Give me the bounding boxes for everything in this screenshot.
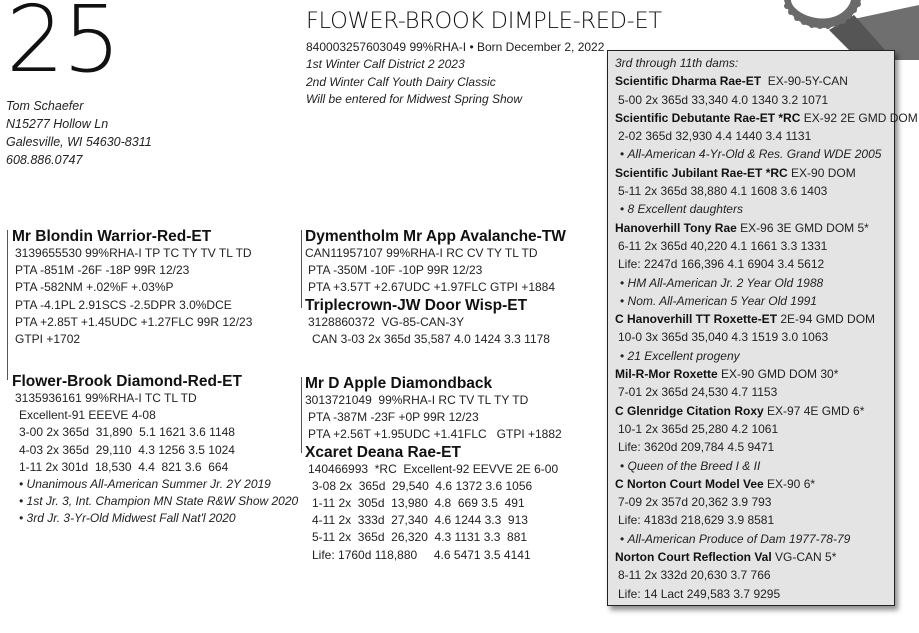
dam-entry-name: C Norton Court Model Vee xyxy=(615,476,764,491)
dam-entry-heading xyxy=(615,365,894,383)
dams-box-header: 3rd through 11th dams: xyxy=(615,56,739,70)
sires-dam-line: CAN 3-03 2x 365d 35,587 4.0 1424 3.3 1178 xyxy=(312,331,550,346)
dam-entry-heading xyxy=(615,109,918,127)
dam-name: Flower-Brook Diamond-Red-ET xyxy=(12,373,242,390)
bullet-icon: • xyxy=(620,531,628,546)
dam-entry-record: 5-11 2x 365d 38,880 4.1 1608 3.6 1403 xyxy=(618,184,828,199)
dam-line: 4-03 2x 365d 29,110 4.3 1256 3.5 1024 xyxy=(19,442,235,457)
extended-dams-box xyxy=(607,50,918,606)
dam-note: • 1st Jr. 3, Int. Champion MN State R&W Show 2020 xyxy=(19,494,299,509)
dam-entry-classification: EX-92 2E GMD DOM xyxy=(800,110,918,125)
honor-item: Will be entered for Midwest Spring Show xyxy=(306,92,522,106)
dam-entry-name: Scientific Dharma Rae-ET xyxy=(615,74,762,89)
dam-line: 3135936161 99%RHA-I TC TL TD xyxy=(15,391,197,405)
dams-dam-line: 1-11 2x 305d 13,980 4.8 669 3.5 491 xyxy=(312,496,525,511)
sire-line: GTPI +1702 xyxy=(15,332,81,347)
dam-entry-record: Life: 2247d 166,396 4.1 6904 3.4 5612 xyxy=(618,257,825,272)
bullet-icon: • xyxy=(620,202,628,217)
dam-entry-name: Hanoverhill Tony Rae xyxy=(615,220,737,235)
sire-dam-bracket xyxy=(7,230,8,380)
bullet-icon: • xyxy=(620,147,628,162)
dam-entry-classification: EX-90 6* xyxy=(763,476,816,491)
lot-number: 25 xyxy=(6,0,120,93)
dam-note: • 3rd Jr. 3-Yr-Old Midwest Fall Nat'l 2020 xyxy=(19,511,236,526)
sires-dam-name: Triplecrown-JW Door Wisp-ET xyxy=(305,296,528,314)
dam-entry-classification: EX-90 GMD DOM 30* xyxy=(717,367,839,382)
dam-entry-classification: VG-CAN 5* xyxy=(771,550,837,565)
dam-entry-note xyxy=(615,457,894,475)
dam-entry-record: Life: 4183d 218,629 3.9 8581 xyxy=(618,513,775,528)
sires-sire-name: Dymentholm Mr App Avalanche-TW xyxy=(305,228,566,245)
dams-dam-line: 140466993 *RC Excellent-92 EEVVE 2E 6-00 xyxy=(308,461,559,476)
dam-entry-record: 10-0 3x 365d 35,040 4.3 1519 3.0 1063 xyxy=(618,330,829,345)
sires-sire-line: PTA +3.57T +2.67UDC +1.97FLC GTPI +1884 xyxy=(308,280,556,295)
dams-box-entries xyxy=(615,72,918,603)
consignor-phone: 608.886.0747 xyxy=(6,153,83,167)
dams-dam-line: 3-08 2x 365d 29,540 4.6 1372 3.6 1056 xyxy=(312,478,533,493)
dams-parents-bracket xyxy=(301,377,302,453)
dam-entry-record: Life: 14 Lact 249,583 3.7 9295 xyxy=(618,586,781,601)
dams-dam-name: Xcaret Deana Rae-ET xyxy=(305,443,461,461)
dams-sire-line: 3013721049 99%RHA-I RC TV TL TY TD xyxy=(305,393,529,407)
consignor-name: Tom Schaefer xyxy=(6,99,84,113)
dam-entry-classification: EX-97 4E GMD 6* xyxy=(763,403,865,418)
dam-entry-classification: 2E-94 GMD DOM xyxy=(777,312,876,327)
dam-entry-record: 7-01 2x 365d 24,530 4.7 1153 xyxy=(618,385,778,400)
honor-item: 2nd Winter Calf Youth Dairy Classic xyxy=(306,74,496,89)
dam-entry-name: Scientific Debutante Rae-ET *RC xyxy=(615,110,801,125)
dam-entry-name: C Glenridge Citation Roxy xyxy=(615,403,764,418)
dam-block xyxy=(12,373,298,528)
dam-entry-record: Life: 3620d 209,784 4.5 9471 xyxy=(618,440,775,455)
dam-entry-note xyxy=(615,347,894,365)
bullet-icon: • xyxy=(620,275,628,290)
animal-honors xyxy=(306,56,522,109)
bullet-icon: • xyxy=(620,293,628,308)
sire-name: Mr Blondin Warrior-Red-ET xyxy=(12,228,212,245)
dam-entry-record: 7-09 2x 357d 20,362 3.9 793 xyxy=(618,495,772,510)
sires-parents-bracket xyxy=(301,230,302,308)
dam-entry-heading xyxy=(615,72,894,90)
dam-entry-name: C Hanoverhill TT Roxette-ET xyxy=(615,312,778,327)
dam-line: 3-00 2x 365d 31,890 5.1 1621 3.6 1148 xyxy=(19,425,235,440)
sire-line: PTA -582NM +.02%F +.03%P xyxy=(15,280,174,295)
dams-sire-line: PTA -387M -23F +0P 99R 12/23 xyxy=(308,410,479,425)
dam-entry-heading xyxy=(615,475,894,493)
dam-entry-record: 10-1 2x 365d 25,280 4.2 1061 xyxy=(618,421,779,436)
dam-entry-classification: EX-96 3E GMD DOM 5* xyxy=(736,220,869,235)
dam-entry-record: 6-11 2x 365d 40,220 4.1 1661 3.3 1331 xyxy=(618,238,828,253)
dam-entry-name: Norton Court Reflection Val xyxy=(615,550,772,565)
consignor-info xyxy=(6,97,152,169)
dam-entry-classification: EX-90 DOM xyxy=(787,165,856,180)
dam-entry-note-text: Nom. All-American 5 Year Old 1991 xyxy=(627,293,817,308)
dam-entry-record: 5-00 2x 365d 33,340 4.0 1340 3.2 1071 xyxy=(618,92,829,107)
dams-dam-line: Life: 1760d 118,880 4.6 5471 3.5 4141 xyxy=(312,547,531,562)
consignor-city: Galesville, WI 54630-8311 xyxy=(6,135,152,149)
animal-registration: 840003257603049 99%RHA-I • Born December 2, 2022 xyxy=(306,40,605,54)
dams-sire-line: PTA +2.56T +1.95UDC +1.41FLC GTPI +1882 xyxy=(308,427,562,442)
dam-entry-note xyxy=(615,274,894,292)
sire-block xyxy=(12,228,252,348)
dam-entry-heading xyxy=(615,219,894,237)
dam-entry-note-text: Queen of the Breed I & II xyxy=(627,458,761,473)
dam-entry-record: 2-02 365d 32,930 4.4 1440 3.4 1131 xyxy=(618,129,812,144)
dam-line: 1-11 2x 301d 18,530 4.4 821 3.6 664 xyxy=(19,459,229,474)
sires-sire-line: CAN11957107 99%RHA-I RC CV TY TL TD xyxy=(305,246,538,260)
dam-entry-note xyxy=(615,292,894,310)
sire-line: 3139655530 99%RHA-I TP TC TY TV TL TD xyxy=(15,246,252,260)
dam-entry-note xyxy=(615,200,894,218)
dam-entry-name: Scientific Jubilant Rae-ET *RC xyxy=(615,165,788,180)
dam-entry-note-text: All-American 4-Yr-Old & Res. Grand WDE 2005 xyxy=(627,147,882,162)
honor-item: 1st Winter Calf District 2 2023 xyxy=(306,57,465,71)
dams-dam-line: 5-11 2x 365d 26,320 4.3 1131 3.3 881 xyxy=(312,530,528,545)
bullet-icon: • xyxy=(620,458,628,473)
dam-entry-heading xyxy=(615,548,894,566)
sires-sire-block xyxy=(305,228,566,348)
animal-name: FLOWER-BROOK DIMPLE-RED-ET xyxy=(306,8,662,34)
dam-entry-note-text: All-American Produce of Dam 1977-78-79 xyxy=(627,531,851,546)
dam-entry-name: Mil-R-Mor Roxette xyxy=(615,367,718,382)
dam-line: Excellent-91 EEEVE 4-08 xyxy=(19,408,156,423)
dam-entry-note xyxy=(615,530,894,548)
dam-entry-note-text: 21 Excellent progeny xyxy=(627,348,740,363)
sires-sire-line: PTA -350M -10F -10P 99R 12/23 xyxy=(308,263,483,278)
sires-dam-line: 3128860372 VG-85-CAN-3Y xyxy=(308,314,465,329)
dam-entry-heading xyxy=(615,164,894,182)
dam-entry-note xyxy=(615,145,894,163)
dam-entry-classification: EX-90-5Y-CAN xyxy=(761,74,848,89)
dams-dam-line: 4-11 2x 333d 27,340 4.6 1244 3.3 913 xyxy=(312,513,528,528)
sire-line: PTA -851M -26F -18P 99R 12/23 xyxy=(15,263,190,278)
dam-note: • Unanimous All-American Summer Jr. 2Y 2019 xyxy=(19,477,271,492)
dams-sire-name: Mr D Apple Diamondback xyxy=(305,375,493,392)
dam-entry-heading xyxy=(615,310,894,328)
sire-line: PTA +2.85T +1.45UDC +1.27FLC 99R 12/23 xyxy=(15,314,253,329)
dam-entry-note-text: 8 Excellent daughters xyxy=(627,202,743,217)
dam-entry-note-text: HM All-American Jr. 2 Year Old 1988 xyxy=(627,275,824,290)
sire-line: PTA -4.1PL 2.91SCS -2.5DPR 3.0%DCE xyxy=(15,297,232,312)
dams-sire-block xyxy=(305,375,562,564)
consignor-street: N15277 Hollow Ln xyxy=(6,117,109,131)
bullet-icon: • xyxy=(620,348,628,363)
dam-entry-record: 8-11 2x 332d 20,630 3.7 766 xyxy=(618,568,771,583)
dam-entry-heading xyxy=(615,402,894,420)
